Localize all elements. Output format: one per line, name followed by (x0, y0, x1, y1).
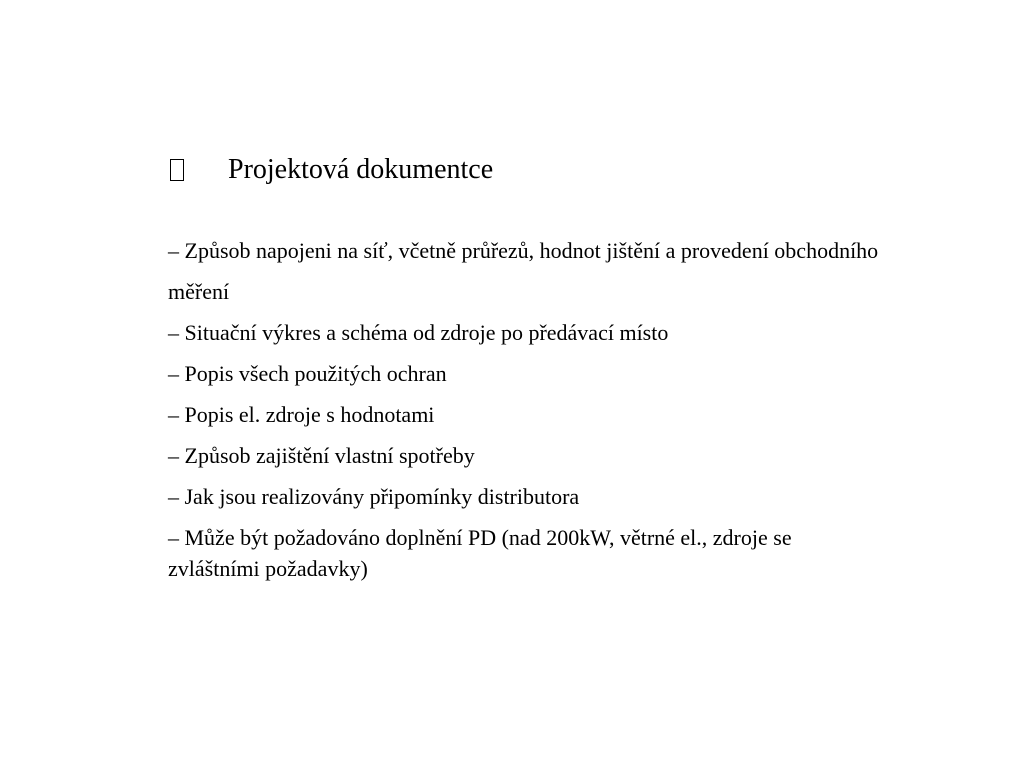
heading-text: Projektová dokumentce (228, 154, 494, 185)
list-item: – Může být požadováno doplnění PD (nad 200kW, větrné el., zdroje se zvláštními požadavky) (168, 525, 792, 581)
list-item: – Popis všech použitých ochran (168, 361, 447, 386)
slide-heading (170, 150, 493, 190)
missing-glyph-icon (170, 159, 184, 181)
list-item: – Způsob zajištění vlastní spotřeby (168, 443, 475, 468)
list-item: – Situační výkres a schéma od zdroje po předávací místo (168, 320, 669, 345)
bullet-list (168, 230, 888, 584)
list-item: – Způsob napojeni na síť, včetně průřezů, hodnot jištění a provedení obchodního měření (168, 238, 879, 304)
list-item: – Jak jsou realizovány připomínky distributora (168, 484, 580, 509)
list-item: – Popis el. zdroje s hodnotami (168, 402, 435, 427)
